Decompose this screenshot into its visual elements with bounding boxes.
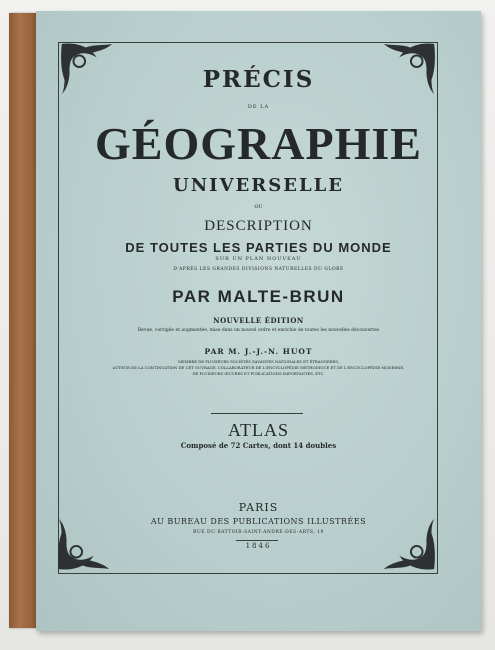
subtitle-plan-nouveau: SUR UN PLAN NOUVEAU xyxy=(215,256,302,262)
subtitle-divisions: D'APRÈS LES GRANDES DIVISIONS NATURELLES DU GLOBE xyxy=(173,267,344,272)
edition-line: NOUVELLE ÉDITION xyxy=(213,316,304,325)
atlas-title: ATLAS xyxy=(227,420,289,440)
credits-line-3: DE PLUSIEURS ŒUVRES ET PUBLICATIONS IMPORTANTES, ETC. xyxy=(192,371,325,376)
publisher-city: PARIS xyxy=(238,501,279,514)
title-universelle: UNIVERSELLE xyxy=(173,175,344,196)
book-spine xyxy=(9,13,39,628)
subtitle-description: DESCRIPTION xyxy=(204,218,313,234)
revision-line: Revue, corrigée et augmentée, mise dans un nouvel ordre et enrichie de toutes les nouvelles découvertes xyxy=(137,328,380,333)
title-de-la: DE LA xyxy=(247,104,270,110)
title-ou: OU xyxy=(254,204,263,210)
title-precis: PRÉCIS xyxy=(202,66,315,93)
publication-year: 1846 xyxy=(245,542,272,550)
publisher-address: RUE DU BATTOIR-SAINT-ANDRÉ-DES-ARTS, 19 xyxy=(193,530,324,535)
author-line: PAR MALTE-BRUN xyxy=(172,287,345,306)
credits-line-1: MEMBRE DE PLUSIEURS SOCIÉTÉS SAVANTES NATIONALES ET ÉTRANGÈRES, xyxy=(178,359,339,364)
title-geographie: GÉOGRAPHIE xyxy=(95,118,422,169)
divider-rule xyxy=(211,413,303,414)
atlas-description: Composé de 72 Cartes, dont 14 doubles xyxy=(180,441,337,450)
editor-line: PAR M. J.-J.-N. HUOT xyxy=(204,347,313,356)
publisher-name: AU BUREAU DES PUBLICATIONS ILLUSTRÉES xyxy=(150,517,367,526)
subtitle-toutes-les-parties: DE TOUTES LES PARTIES DU MONDE xyxy=(125,240,392,255)
credits-line-2: AUTEUR DE LA CONTINUATION DE CET OUVRAGE, COLLABORATEUR DE L'ENCYCLOPÉDIE MÉTHODIQUE ET DE L'ENCYCLOPÉDIE MODERNE, xyxy=(112,365,405,370)
year-rule xyxy=(236,540,278,541)
